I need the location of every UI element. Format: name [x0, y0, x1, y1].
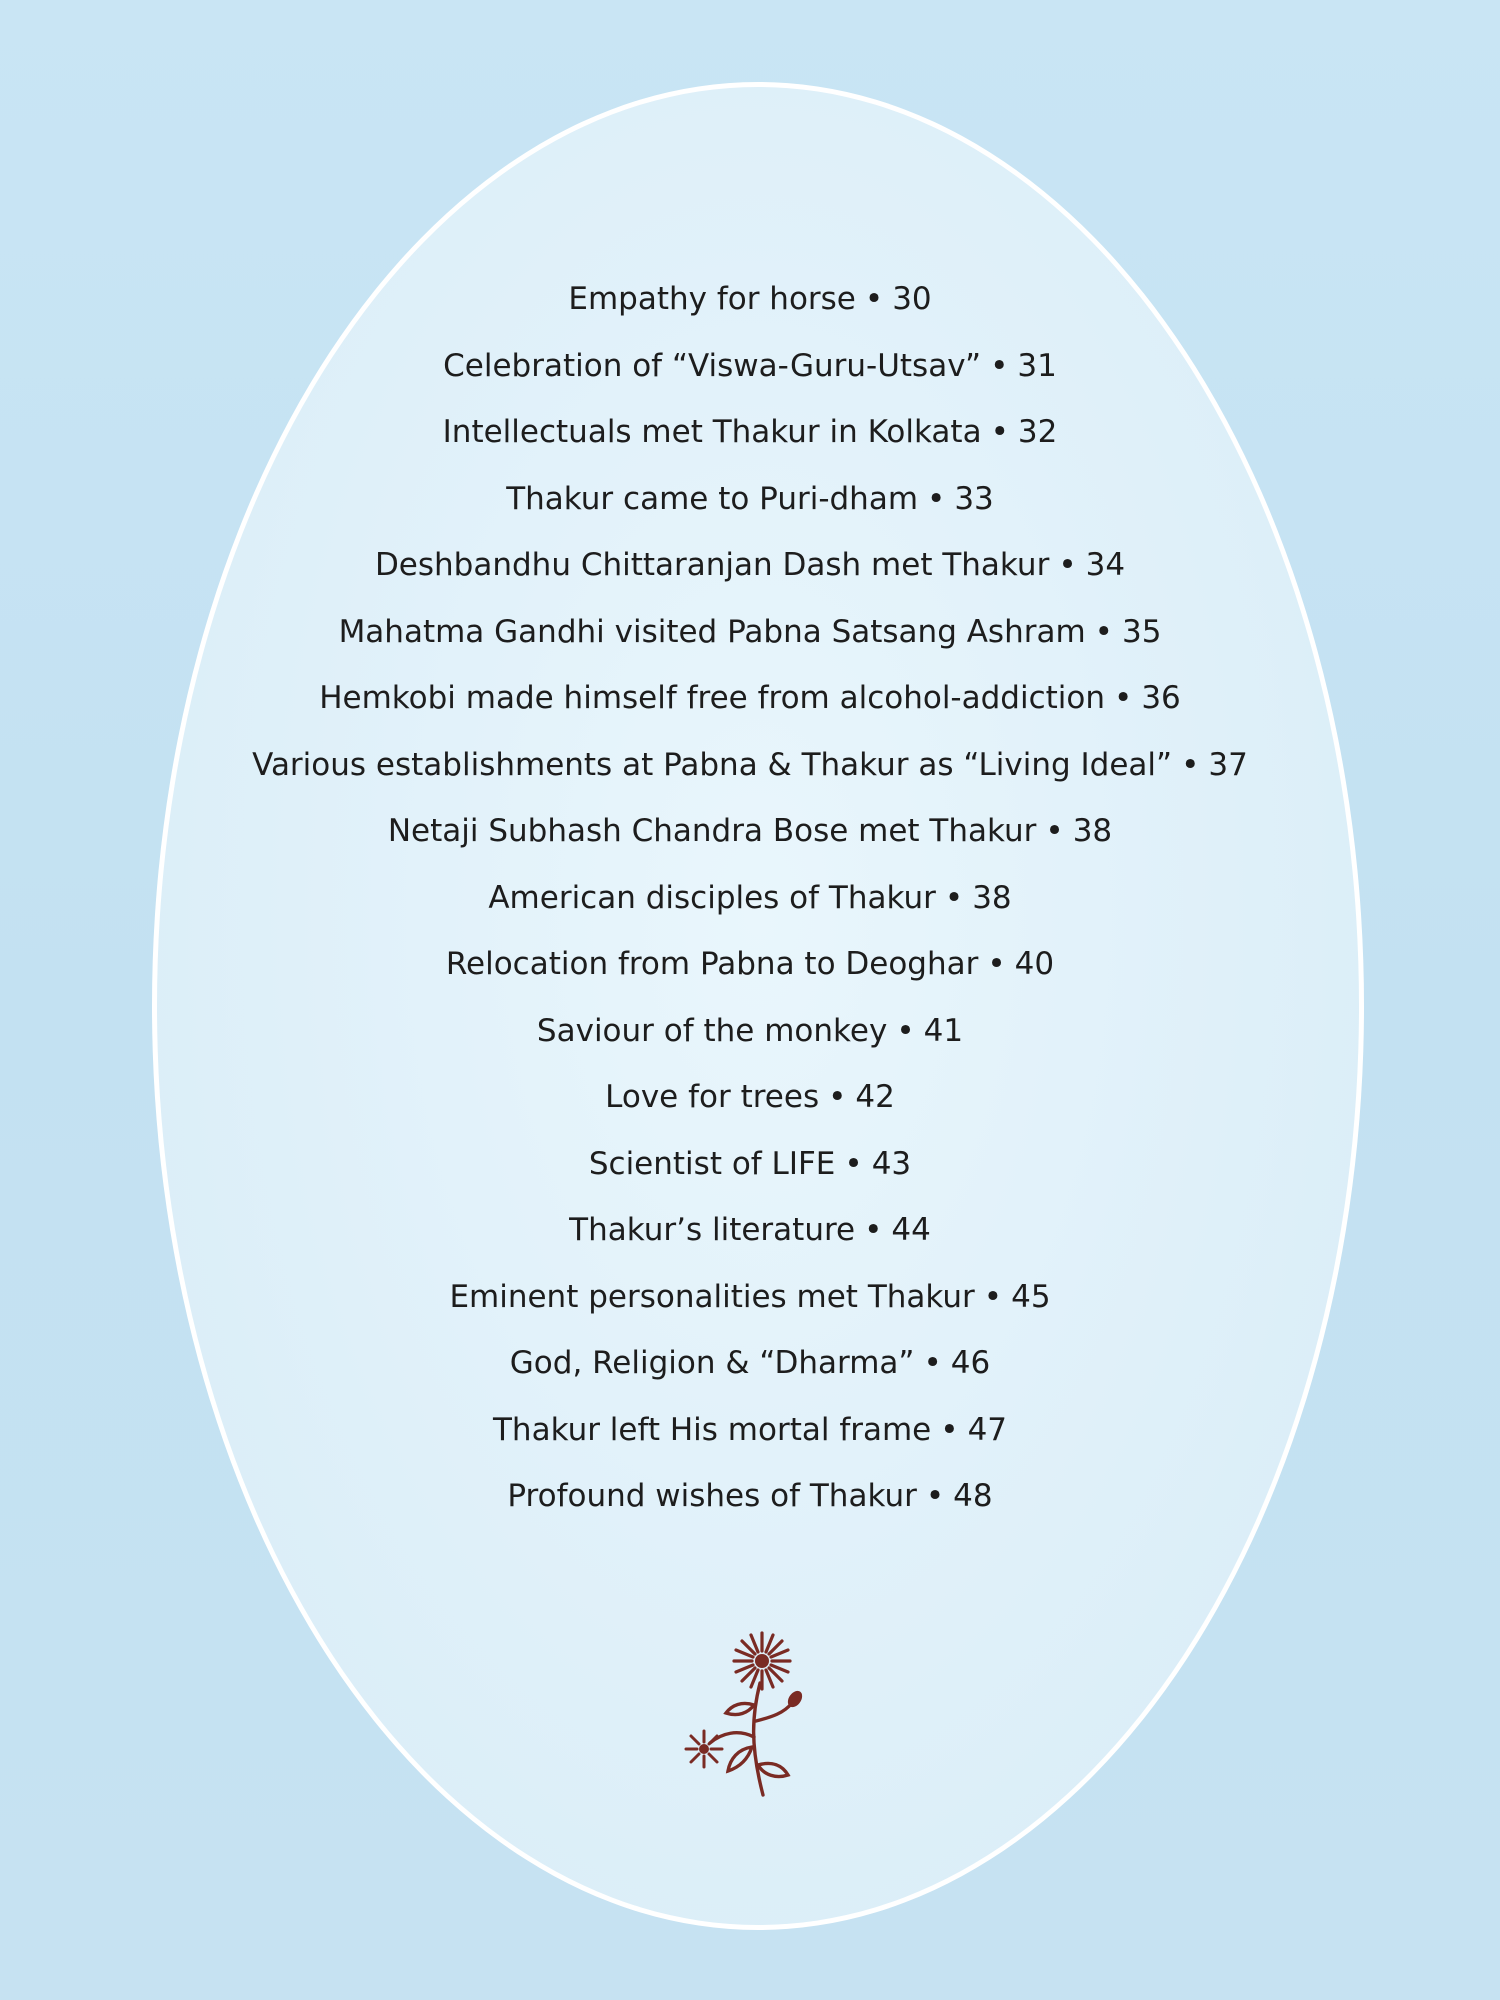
toc-entry-page: 33 — [954, 480, 994, 517]
toc-entry-page: 42 — [855, 1079, 895, 1115]
toc-entry — [0, 337, 1500, 404]
table-of-contents — [0, 270, 1500, 1534]
toc-separator: • — [923, 1345, 942, 1381]
toc-entry — [0, 1401, 1500, 1468]
toc-entry — [0, 270, 1500, 337]
toc-separator: • — [1114, 680, 1133, 716]
toc-entry-title: Profound wishes of Thakur — [507, 1478, 917, 1514]
toc-separator: • — [927, 480, 946, 517]
toc-separator: • — [987, 946, 1006, 982]
toc-entry-page: 38 — [972, 879, 1012, 916]
toc-entry-title: American disciples of Thakur — [488, 879, 936, 916]
toc-separator: • — [940, 1411, 959, 1448]
toc-separator: • — [983, 1278, 1003, 1315]
toc-entry — [0, 1334, 1500, 1401]
toc-entry-title: Thakur came to Puri-dham — [506, 480, 919, 517]
toc-separator: • — [864, 1212, 883, 1248]
toc-separator: • — [844, 1145, 863, 1182]
toc-entry-page: 45 — [1011, 1278, 1051, 1315]
toc-entry — [0, 536, 1500, 603]
toc-entry — [0, 470, 1500, 537]
toc-separator: • — [990, 414, 1009, 450]
toc-entry-page: 48 — [953, 1478, 993, 1514]
toc-entry-page: 37 — [1208, 746, 1248, 783]
toc-entry-page: 46 — [950, 1345, 991, 1381]
toc-separator: • — [864, 281, 884, 317]
toc-entry-page: 36 — [1141, 680, 1181, 716]
flower-sprig-icon — [680, 1625, 820, 1800]
toc-entry-title: Netaji Subhash Chandra Bose met Thakur — [387, 813, 1037, 849]
toc-separator: • — [1045, 813, 1064, 849]
toc-entry-title: Intellectuals met Thakur in Kolkata — [442, 414, 982, 450]
toc-entry-title: Love for trees — [605, 1079, 820, 1115]
toc-entry-page: 32 — [1017, 414, 1058, 450]
toc-entry — [0, 935, 1500, 1002]
toc-entry — [0, 1467, 1500, 1534]
toc-entry-page: 30 — [892, 281, 932, 317]
toc-entry-title: Eminent personalities met Thakur — [449, 1278, 975, 1315]
toc-entry-title: Saviour of the monkey — [536, 1012, 888, 1049]
toc-entry-title: Mahatma Gandhi visited Pabna Satsang Ashram — [338, 613, 1086, 650]
toc-separator: • — [990, 347, 1009, 384]
toc-separator: • — [944, 879, 964, 916]
toc-entry-page: 34 — [1085, 547, 1126, 583]
toc-separator: • — [896, 1012, 915, 1049]
toc-entry — [0, 1268, 1500, 1335]
toc-entry-title: Deshbandhu Chittaranjan Dash met Thakur — [374, 547, 1050, 583]
toc-entry — [0, 403, 1500, 470]
toc-entry-page: 38 — [1072, 813, 1113, 849]
toc-entry — [0, 1201, 1500, 1268]
toc-entry-title: Empathy for horse — [568, 281, 856, 317]
toc-entry — [0, 669, 1500, 736]
toc-entry-title: Thakur’s literature — [569, 1212, 856, 1248]
toc-entry-title: Various establishments at Pabna & Thakur as “Living Ideal” — [252, 746, 1173, 783]
toc-entry-page: 31 — [1017, 347, 1057, 384]
toc-entry-page: 44 — [891, 1212, 931, 1248]
toc-entry-page: 43 — [871, 1145, 912, 1182]
toc-entry-title: Celebration of “Viswa-Guru-Utsav” — [443, 347, 982, 384]
toc-entry-title: Thakur left His mortal frame — [492, 1411, 932, 1448]
toc-entry-title: Relocation from Pabna to Deoghar — [445, 946, 979, 982]
toc-separator: • — [925, 1478, 945, 1514]
toc-entry — [0, 869, 1500, 936]
toc-entry — [0, 1068, 1500, 1135]
toc-entry-title: Hemkobi made himself free from alcohol-addiction — [319, 680, 1106, 716]
toc-entry-page: 47 — [967, 1411, 1008, 1448]
toc-entry — [0, 603, 1500, 670]
toc-entry — [0, 1002, 1500, 1069]
toc-entry — [0, 736, 1500, 803]
toc-separator: • — [1094, 613, 1113, 650]
toc-separator: • — [1058, 547, 1077, 583]
toc-entry — [0, 1135, 1500, 1202]
toc-entry-page: 35 — [1121, 613, 1162, 650]
toc-entry — [0, 802, 1500, 869]
toc-separator: • — [1181, 746, 1200, 783]
toc-entry-page: 40 — [1014, 946, 1055, 982]
toc-separator: • — [828, 1079, 847, 1115]
toc-entry-title: Scientist of LIFE — [588, 1145, 836, 1182]
toc-entry-page: 41 — [923, 1012, 964, 1049]
toc-entry-title: God, Religion & “Dharma” — [509, 1345, 915, 1381]
